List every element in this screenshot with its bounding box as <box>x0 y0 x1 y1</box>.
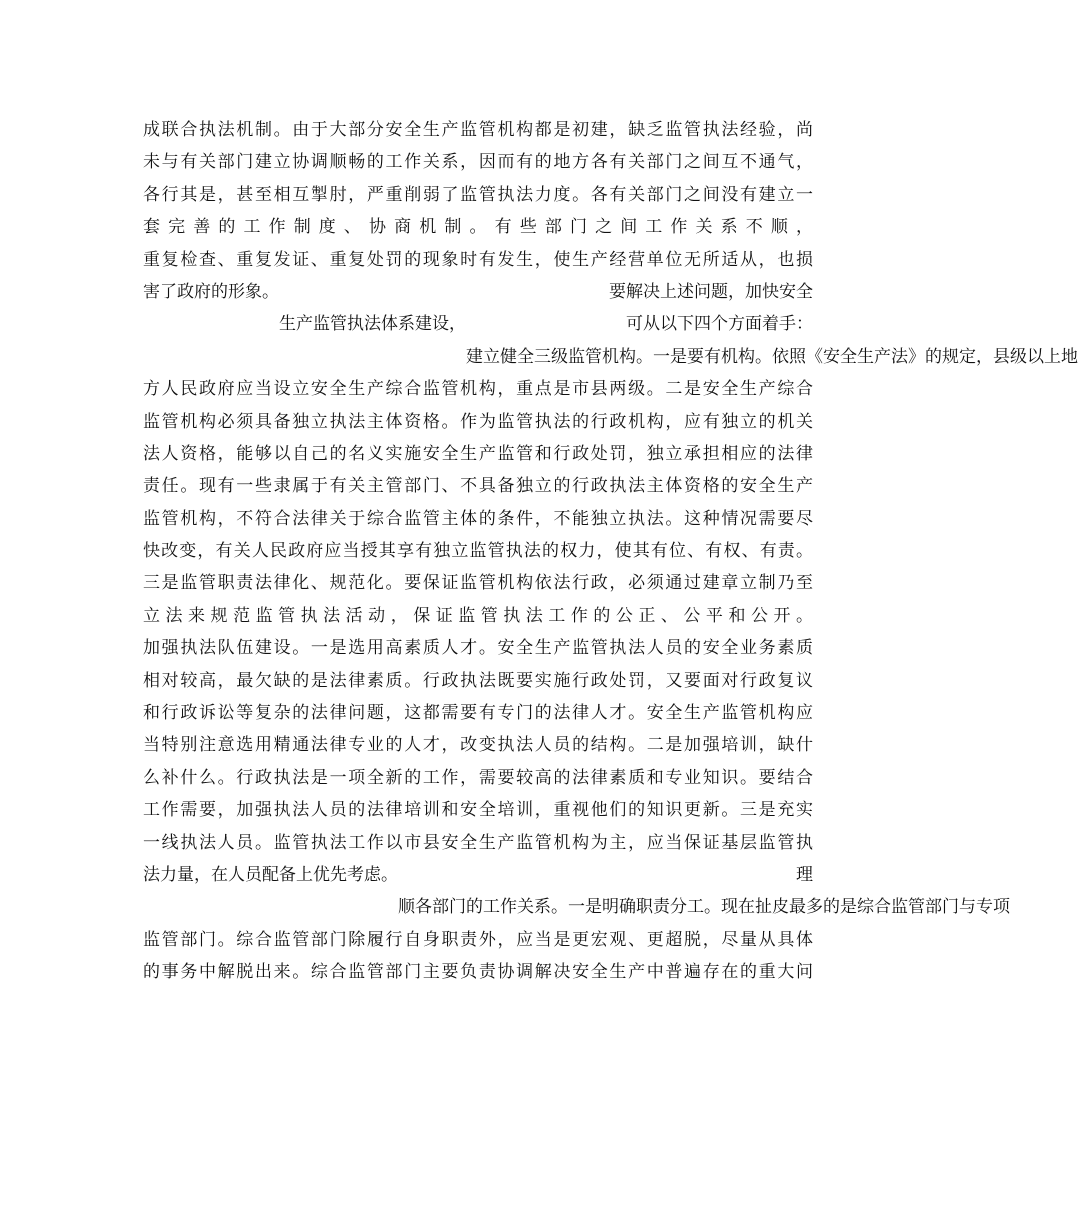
text-line: 么补什么。行政执法是一项全新的工作，需要较高的法律素质和专业知识。要结合 <box>143 767 813 788</box>
text-segment: 可从以下四个方面着手： <box>626 314 813 335</box>
text-line: 责任。现有一些隶属于有关主管部门、不具备独立的行政执法主体资格的安全生产 <box>143 476 813 497</box>
text-line: 法人资格，能够以自己的名义实施安全生产监管和行政处罚，独立承担相应的法律 <box>143 443 813 464</box>
text-line: 快改变，有关人民政府应当授其享有独立监管执法的权力，使其有位、有权、有责。 <box>143 541 813 562</box>
text-line: 重复检查、重复发证、重复处罚的现象时有发生，使生产经营单位无所适从，也损 <box>143 249 813 270</box>
text-line: 加强执法队伍建设。一是选用高素质人才。安全生产监管执法人员的安全业务素质 <box>143 638 813 659</box>
text-line <box>143 308 813 340</box>
text-line: 方人民政府应当设立安全生产综合监管机构，重点是市县两级。二是安全生产综合 <box>143 379 813 400</box>
text-line: 相对较高，最欠缺的是法律素质。行政执法既要实施行政处罚，又要面对行政复议 <box>143 670 813 691</box>
text-line: 监管机构，不符合法律关于综合监管主体的条件，不能独立执法。这种情况需要尽 <box>143 508 813 529</box>
text-segment: 生产监管执法体系建设， <box>279 314 466 335</box>
text-line: 和行政诉讼等复杂的法律问题，这都需要有专门的法律人才。安全生产监管机构应 <box>143 703 813 724</box>
text-segment: 理 <box>796 864 813 885</box>
text-line: 成联合执法机制。由于大部分安全生产监管机构都是初建，缺乏监管执法经验，尚 <box>143 120 813 140</box>
text-line: 工作需要，加强执法人员的法律培训和安全培训，重视他们的知识更新。三是充实 <box>143 800 813 821</box>
text-line: 建立健全三级监管机构。一是要有机构。依照《安全生产法》的规定，县级以上地 <box>466 346 1078 367</box>
text-segment: 法力量，在人员配备上优先考虑。 <box>143 864 398 885</box>
text-line: 的事务中解脱出来。综合监管部门主要负责协调解决安全生产中普遍存在的重大问 <box>143 962 813 983</box>
text-line: 监管机构必须具备独立执法主体资格。作为监管执法的行政机构，应有独立的机关 <box>143 411 813 432</box>
text-line: 未与有关部门建立协调顺畅的工作关系，因而有的地方各有关部门之间互不通气， <box>143 152 813 173</box>
text-line <box>143 859 813 891</box>
text-line: 一线执法人员。监管执法工作以市县安全生产监管机构为主，应当保证基层监管执 <box>143 832 813 853</box>
body-text <box>143 114 1078 989</box>
text-line: 当特别注意选用精通法律专业的人才，改变执法人员的结构。二是加强培训，缺什 <box>143 735 813 756</box>
text-line: 各行其是，甚至相互掣肘，严重削弱了监管执法力度。各有关部门之间没有建立一 <box>143 184 813 205</box>
text-line <box>143 276 813 308</box>
text-segment: 害了政府的形象。 <box>143 281 279 302</box>
text-line: 三是监管职责法律化、规范化。要保证监管机构依法行政，必须通过建章立制乃至 <box>143 573 813 594</box>
text-line: 顺各部门的工作关系。一是明确职责分工。现在扯皮最多的是综合监管部门与专项 <box>398 897 1010 918</box>
text-line: 套完善的工作制度、协商机制。有些部门之间工作关系不顺， <box>143 217 813 238</box>
text-line: 监管部门。综合监管部门除履行自身职责外，应当是更宏观、更超脱，尽量从具体 <box>143 929 813 950</box>
text-segment: 要解决上述问题，加快安全 <box>609 281 813 302</box>
text-line: 立法来规范监管执法活动，保证监管执法工作的公正、公平和公开。 <box>143 605 813 626</box>
